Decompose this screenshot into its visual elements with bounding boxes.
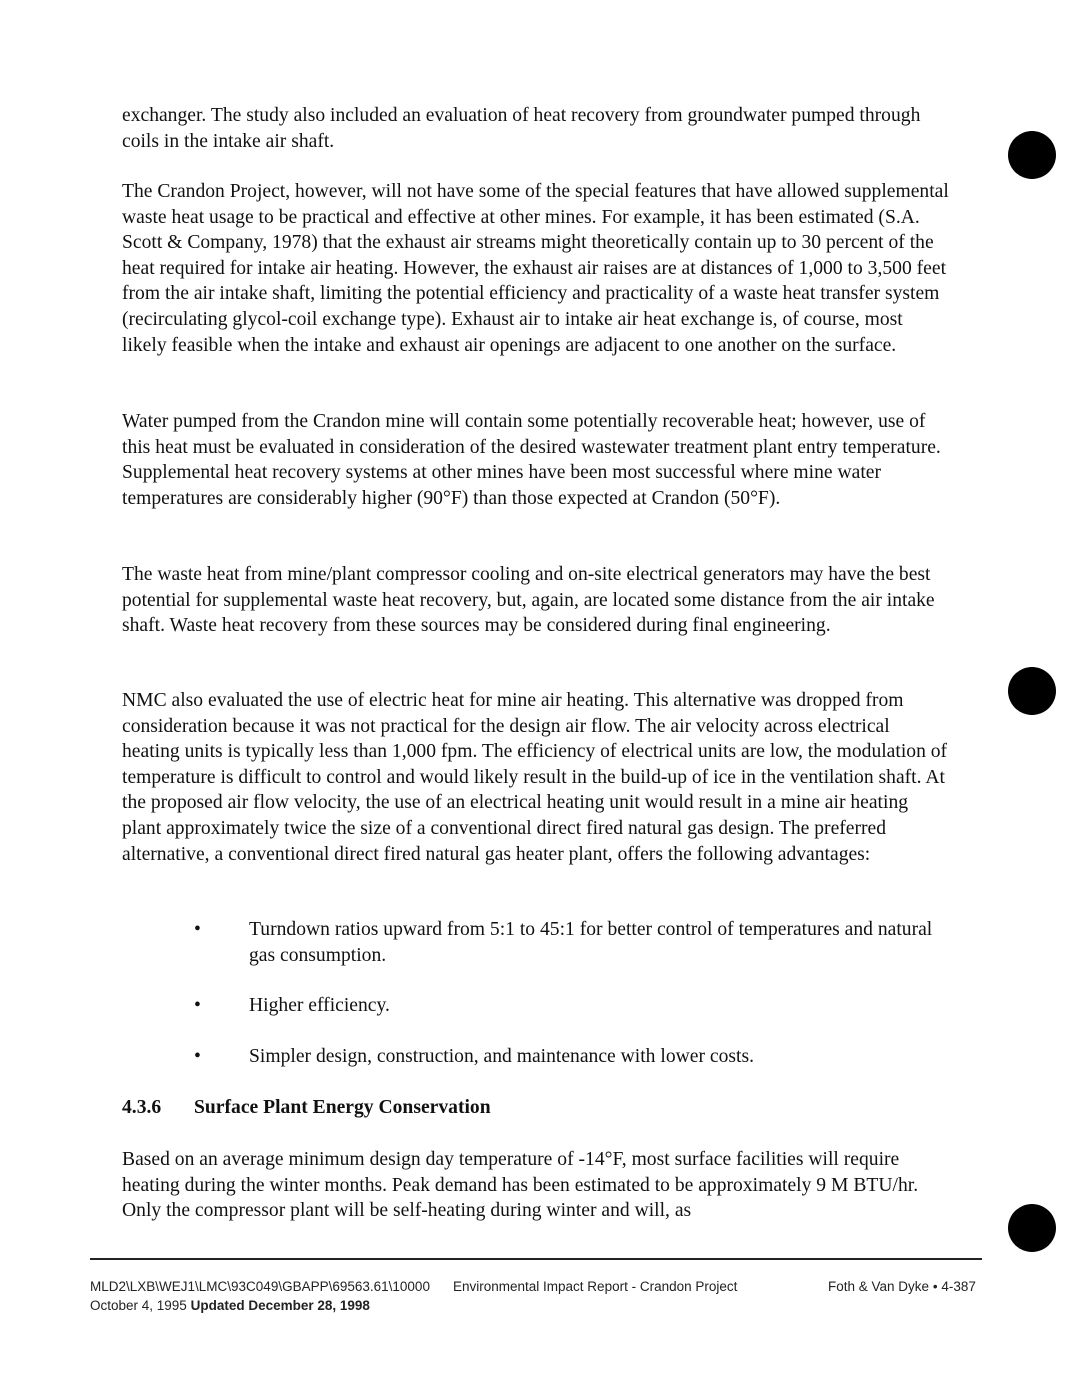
paragraph-waste-heat: The waste heat from mine/plant compressor cooling and on-site electrical generators may have the best potential for supplemental waste heat recovery, but, again, are located some distance from the air intake shaft. Waste heat recovery from these sources may be considered during final engineering. xyxy=(122,564,935,637)
bullet-text-turndown: Turndown ratios upward from 5:1 to 45:1 for better control of temperatures and natural gas consumption. xyxy=(249,919,933,966)
footer-dates xyxy=(90,1296,370,1315)
paragraph-design-day: Based on an average minimum design day temperature of -14°F, most surface facilities will require heating during the winter months. Peak demand has been estimated to be approximately 9 M BTU/hr. Only the compressor plant will be self-heating during winter and will, as xyxy=(122,1149,919,1222)
section-title: Surface Plant Energy Conservation xyxy=(194,1097,491,1118)
bullet-marker: • xyxy=(194,995,201,1016)
footer-file-path: MLD2\LXB\WEJ1\LMC\93C049\GBAPP\69563.61\10000 xyxy=(90,1279,430,1294)
bullet-marker: • xyxy=(194,919,201,940)
bullet-marker: • xyxy=(194,1046,201,1067)
footer-date: October 4, 1995 xyxy=(90,1298,187,1313)
punch-hole-top xyxy=(1008,131,1056,179)
bullet-text-efficiency: Higher efficiency. xyxy=(249,995,390,1016)
paragraph-water-pumped: Water pumped from the Crandon mine will contain some potentially recoverable heat; however, use of this heat must be evaluated in consideration of the desired wastewater treatment plant entry temperature. Supplemental heat recovery systems at other mines have been most successful where mine water temperatures are considerably higher (90°F) than those expected at Crandon (50°F). xyxy=(122,411,941,509)
paragraph-exchanger: exchanger. The study also included an evaluation of heat recovery from groundwater pumped through coils in the intake air shaft. xyxy=(122,105,921,152)
footer-company: Foth & Van Dyke xyxy=(828,1279,930,1294)
footer-report-title: Environmental Impact Report - Crandon Project xyxy=(453,1279,738,1294)
footer-page-info xyxy=(828,1277,976,1296)
footer-divider xyxy=(90,1258,982,1260)
footer-page-number: 4-387 xyxy=(941,1279,976,1294)
footer-updated: Updated December 28, 1998 xyxy=(190,1298,370,1313)
footer-separator: • xyxy=(932,1279,938,1294)
paragraph-electric-heat: NMC also evaluated the use of electric heat for mine air heating. This alternative was dropped from consideration because it was not practical for the design air flow. The air velocity across electrical heating units is typically less than 1,000 fpm. The efficiency of electrical units are low, the modulation of temperature is difficult to control and would likely result in the build-up of ice in the ventilation shaft. At the proposed air flow velocity, the use of an electrical heating unit would result in a mine air heating plant approximately twice the size of a conventional direct fired natural gas design. The preferred alternative, a conventional direct fired natural gas heater plant, offers the following advantages: xyxy=(122,690,948,865)
section-number: 4.3.6 xyxy=(122,1097,162,1118)
section-heading xyxy=(122,1095,491,1121)
bullet-text-simpler-design: Simpler design, construction, and maintenance with lower costs. xyxy=(249,1046,754,1067)
punch-hole-middle xyxy=(1008,667,1056,715)
paragraph-crandon-project: The Crandon Project, however, will not have some of the special features that have allowed supplemental waste heat usage to be practical and effective at other mines. For example, it has been estimated (S.A. Scott & Company, 1978) that the exhaust air streams might theoretically contain up to 30 percent of the heat required for intake air heating. However, the exhaust air raises are at distances of 1,000 to 3,500 feet from the air intake shaft, limiting the potential efficiency and practicality of a waste heat transfer system (recirculating glycol-coil exchange type). Exhaust air to intake air heat exchange is, of course, most likely feasible when the intake and exhaust air openings are adjacent to one another on the surface. xyxy=(122,181,949,356)
punch-hole-bottom xyxy=(1008,1204,1056,1252)
